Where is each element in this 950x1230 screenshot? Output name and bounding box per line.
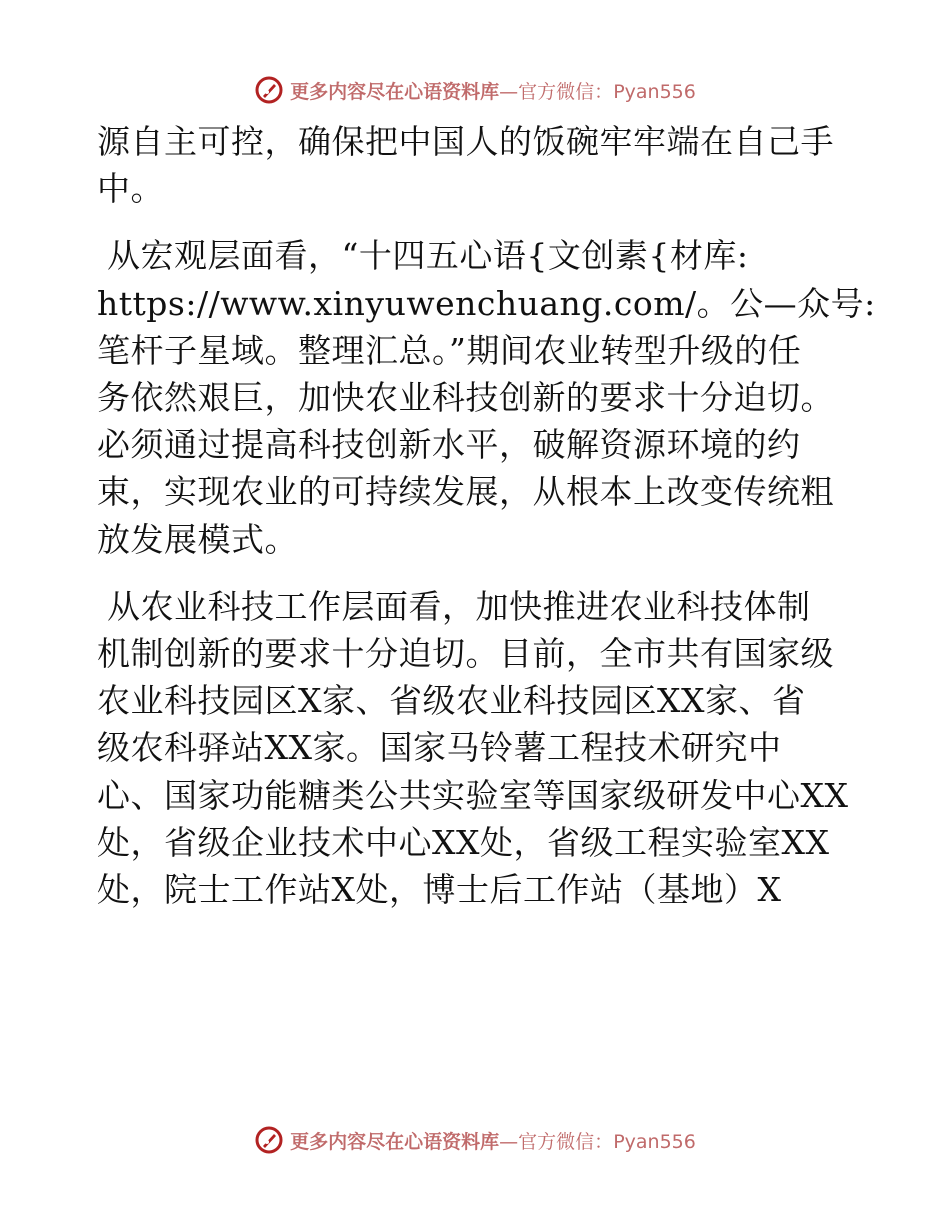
text-line: https://www.xinyuwenchuang.com/。公—众号:	[97, 283, 876, 323]
pen-nib-logo-icon	[254, 1125, 284, 1155]
banner-wechat-label: 官方微信：	[518, 80, 614, 103]
text-line: 束，实现农业的可持续发展，从根本上改变传统粗	[97, 472, 834, 512]
text-line: 源自主可控，确保把中国人的饭碗牢牢端在自己手	[97, 122, 834, 161]
banner-wechat-id: Pyan556	[613, 80, 696, 103]
text-line: 从宏观层面看，“十四五心语{文创素{材库:	[107, 236, 749, 276]
text-line: 处，院士工作站X处，博士后工作站（基地）X	[97, 870, 782, 910]
banner-wechat-label: 官方微信：	[518, 1130, 614, 1153]
text-line: 从农业科技工作层面看，加快推进农业科技体制	[107, 586, 811, 626]
pen-nib-logo-icon	[254, 75, 284, 105]
text-line: 农业科技园区X家、省级农业科技园区XX家、省	[97, 681, 806, 721]
text-line: 放发展模式。	[97, 519, 298, 559]
text-line: 笔杆子星域。整理汇总。”期间农业转型升级的任	[97, 330, 802, 370]
text-line: 级农科驿站XX家。国家马铃薯工程技术研究中	[97, 728, 782, 768]
banner-main-text: 更多内容尽在心语资料库	[290, 80, 500, 103]
paragraph-3	[97, 583, 867, 913]
banner-main-text: 更多内容尽在心语资料库	[290, 1130, 500, 1153]
banner-dash: —	[499, 1130, 519, 1153]
text-line: 必须通过提高科技创新水平，破解资源环境的约	[97, 425, 801, 465]
text-line: 中。	[97, 169, 164, 209]
header-watermark-banner	[0, 70, 950, 110]
footer-watermark-banner	[0, 1120, 950, 1160]
banner-wechat-id: Pyan556	[613, 1130, 696, 1153]
text-line: 处，省级企业技术中心XX处，省级工程实验室XX	[97, 822, 830, 862]
paragraph-2	[97, 232, 876, 562]
footer-banner-text	[290, 1127, 696, 1154]
text-line: 务依然艰巨，加快农业科技创新的要求十分迫切。	[97, 378, 834, 418]
banner-dash: —	[499, 80, 519, 103]
text-line: 机制创新的要求十分迫切。目前，全市共有国家级	[97, 634, 834, 674]
header-banner-text	[290, 77, 696, 104]
paragraph-1	[97, 118, 867, 212]
document-body	[97, 118, 876, 913]
text-line: 心、国家功能糖类公共实验室等国家级研发中心XX	[97, 775, 849, 815]
